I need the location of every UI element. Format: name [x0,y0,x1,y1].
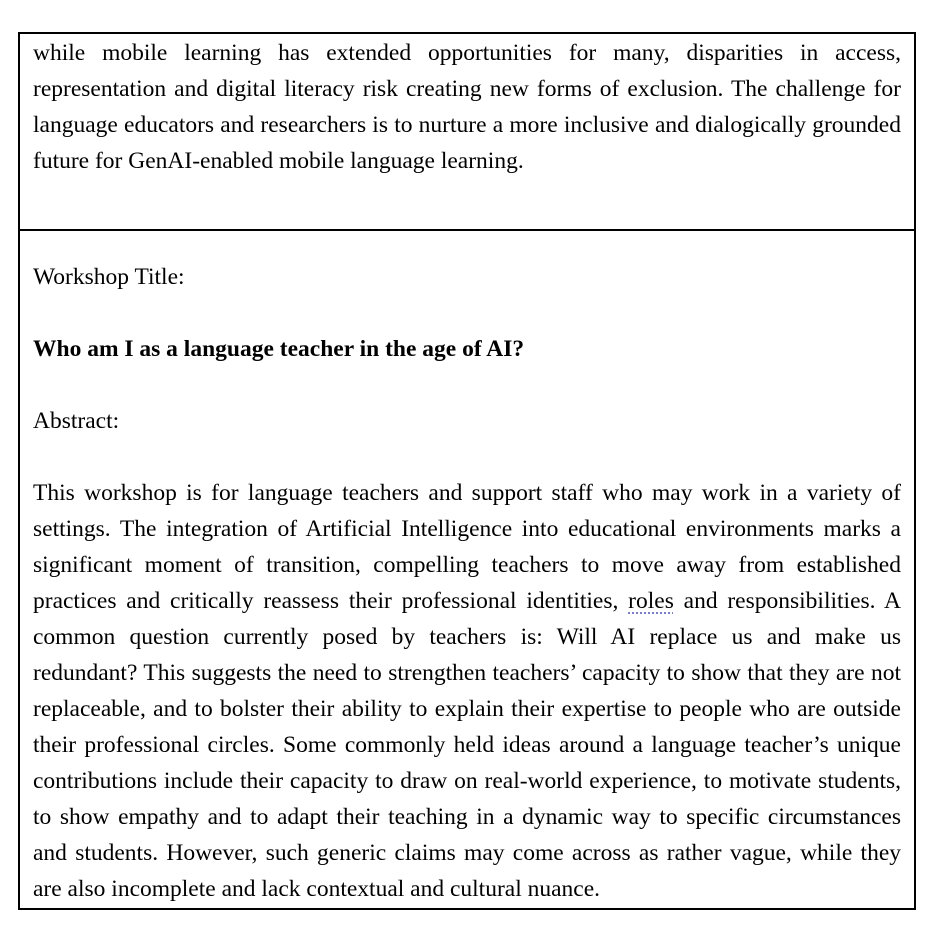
document-table [18,32,916,910]
workshop-cell [20,231,914,907]
intro-cell [20,34,914,231]
workshop-title-label: Workshop Title: [33,264,185,290]
workshop-title: Who am I as a language teacher in the age of AI? [33,336,525,362]
abstract-text-part1: This workshop is for language teachers and support staff who may work in a variety of settings. The integration of Artificial Intelligence into educational environments marks a significant moment of transition, compelling teachers to move away from established practices and critically reassess their professional identities, [33,480,901,614]
grammar-flagged-word: roles [628,588,674,614]
intro-paragraph: while mobile learning has extended opportunities for many, disparities in access, representation and digital literacy risk creating new forms of exclusion. The challenge for language educators and researchers is to nurture a more inclusive and dialogically grounded future for GenAI-enabled mobile language learning. [33,40,901,174]
abstract-label: Abstract: [33,408,120,434]
abstract-paragraph [33,475,901,907]
abstract-text-part2: and responsibilities. A common question currently posed by teachers is: Will AI replace us and make us redundant? This suggests the need to strengthen teachers’ capacity to show that they are not replaceable, and to bolster their ability to explain their expertise to people who are outside their professional circles. Some commonly held ideas around a language teacher’s unique contributions include their capacity to draw on real-world experience, to motivate students, to show empathy and to adapt their teaching in a dynamic way to specific circumstances and students. However, such generic claims may come across as rather vague, while they are also incomplete and lack contextual and cultural nuance. [33,588,902,902]
